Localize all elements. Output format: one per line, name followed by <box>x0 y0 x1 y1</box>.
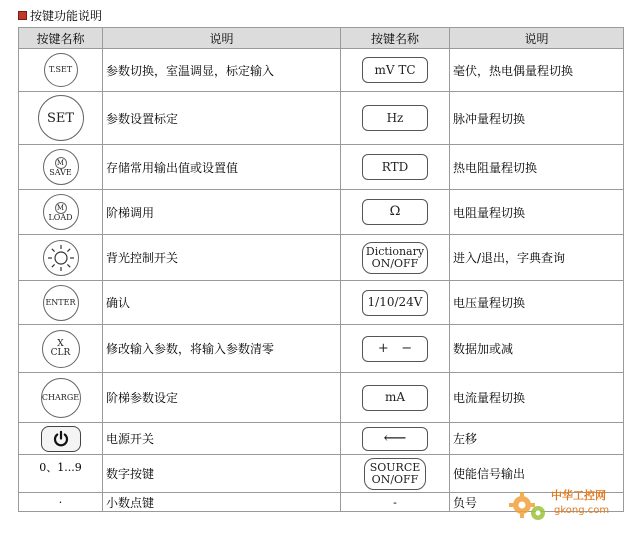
desc-power: 电源开关 <box>103 423 341 455</box>
watermark-logo <box>506 483 626 527</box>
table-row <box>19 235 624 281</box>
desc-voltage: 电压量程切换 <box>450 281 624 325</box>
clr-key-label: CLR <box>50 347 71 358</box>
watermark-text-cn: 中华工控网 <box>551 489 606 502</box>
left-arrow-key-icon: ⟵ <box>362 427 428 451</box>
desc-plus-minus: 数据加或减 <box>450 325 624 373</box>
desc-minus-sign: 负号 <box>450 493 624 512</box>
desc-save: 存储常用输出值或设置值 <box>103 145 341 190</box>
dictionary-key-line2: ON/OFF <box>371 256 419 270</box>
ma-key-icon: mA <box>362 385 428 411</box>
power-icon <box>52 430 70 448</box>
desc-ma: 电流量程切换 <box>450 373 624 423</box>
rtd-key-icon: RTD <box>362 154 428 180</box>
desc-ohm: 电阻量程切换 <box>450 190 624 235</box>
source-key-line2: ON/OFF <box>371 472 419 486</box>
desc-set: 参数设置标定 <box>103 92 341 145</box>
gear-icon <box>506 483 550 527</box>
bullet-icon <box>18 11 27 20</box>
table-row <box>19 145 624 190</box>
mv-tc-key-icon: mV TC <box>362 57 428 83</box>
ohm-key-icon: Ω <box>362 199 428 225</box>
power-key <box>41 426 81 452</box>
sun-backlight-icon <box>42 239 80 277</box>
desc-digits: 数字按键 <box>103 455 341 493</box>
desc-load: 阶梯调用 <box>103 190 341 235</box>
table-row <box>19 49 624 92</box>
desc-tset: 参数切换，室温调显，标定输入 <box>103 49 341 92</box>
desc-source: 使能信号输出 <box>450 455 624 493</box>
section-title-text: 按键功能说明 <box>30 8 103 23</box>
desc-left-shift: 左移 <box>450 423 624 455</box>
set-key-icon: SET <box>38 95 84 141</box>
header-description-left: 说明 <box>103 28 341 49</box>
dictionary-key-icon <box>362 242 428 274</box>
clr-key-icon <box>42 330 80 368</box>
desc-mv-tc: 毫伏，热电偶量程切换 <box>450 49 624 92</box>
decimal-point-key: · <box>58 496 63 509</box>
desc-enter: 确认 <box>103 281 341 325</box>
table-header-row <box>19 28 624 49</box>
minus-sign-key: - <box>393 496 397 509</box>
desc-charge: 阶梯参数设定 <box>103 373 341 423</box>
section-title <box>18 6 102 24</box>
enter-key-icon: ENTER <box>43 285 79 321</box>
table-row <box>19 190 624 235</box>
desc-dictionary: 进入/退出，字典查询 <box>450 235 624 281</box>
source-key-icon <box>364 458 426 490</box>
desc-decimal: 小数点键 <box>103 493 341 512</box>
key-function-table <box>18 27 624 512</box>
dictionary-key-line1: Dictionary <box>365 244 425 258</box>
table-row <box>19 92 624 145</box>
memory-icon: M <box>55 202 67 214</box>
table-row <box>19 373 624 423</box>
hz-key-icon: Hz <box>362 105 428 131</box>
digit-keys-label: 0、1...9 <box>39 461 82 474</box>
desc-hz: 脉冲量程切换 <box>450 92 624 145</box>
watermark-text-url: gkong.com <box>554 505 610 516</box>
table-row <box>19 423 624 455</box>
clr-key-top: X <box>57 338 64 349</box>
memory-icon: M <box>55 157 67 169</box>
save-key-icon <box>43 149 79 185</box>
save-key-label: SAVE <box>49 168 72 177</box>
desc-clr: 修改输入参数，将输入参数清零 <box>103 325 341 373</box>
table-row <box>19 325 624 373</box>
desc-backlight: 背光控制开关 <box>103 235 341 281</box>
table-row <box>19 281 624 325</box>
load-key-icon <box>43 194 79 230</box>
source-key-line1: SOURCE <box>369 460 421 474</box>
plus-minus-key-icon: + − <box>362 336 428 362</box>
tset-key-icon: T.SET <box>44 53 78 87</box>
header-key-name-right: 按键名称 <box>341 28 450 49</box>
desc-rtd: 热电阻量程切换 <box>450 145 624 190</box>
voltage-key-icon: 1/10/24V <box>362 290 428 316</box>
header-key-name-left: 按键名称 <box>19 28 103 49</box>
charge-key-icon: CHARGE <box>41 378 81 418</box>
load-key-label: LOAD <box>48 213 73 222</box>
header-description-right: 说明 <box>450 28 624 49</box>
